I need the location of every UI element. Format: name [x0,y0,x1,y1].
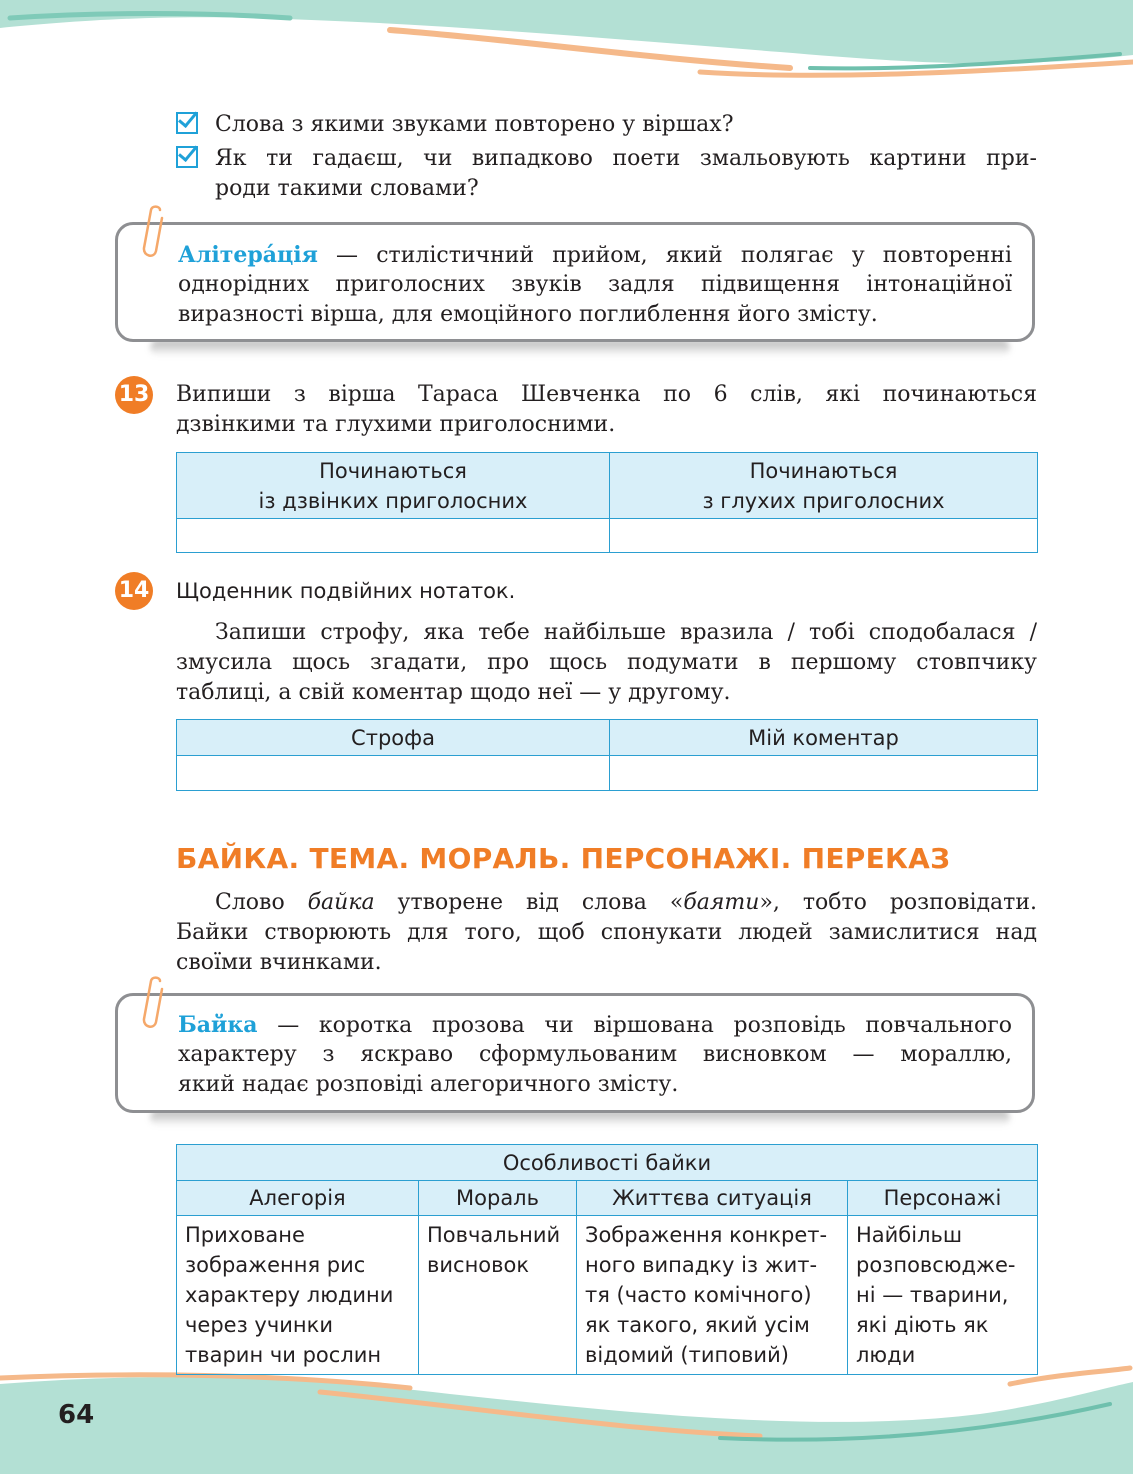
definition-shadow [150,340,1010,356]
cell-line: відомий (типовий) [585,1343,789,1367]
header-line: із дзвінких приголосних [258,488,528,513]
fable-definition-box [115,993,1035,1113]
table-header: Строфа [177,720,610,756]
task-13-line-2: дзвінкими та глухими приголосними. [176,412,616,437]
definition-line: характеру з яскраво сформульованим висновком — мораллю, [178,1042,1012,1067]
table-header: Мораль [419,1181,577,1216]
definition-line: виразності вірша, для емоційного поглиблення його змісту. [178,302,878,327]
page-number: 64 [58,1400,95,1430]
table-header [610,453,1038,519]
italic-word: байка [307,890,375,915]
cell-line: тя (часто комічного) [585,1283,812,1307]
table-title: Особливості байки [177,1145,1038,1181]
table-cell [577,1216,848,1375]
section-heading: БАЙКА. ТЕМА. МОРАЛЬ. ПЕРСОНАЖІ. ПЕРЕКАЗ [176,842,951,875]
header-line: з глухих приголосних [702,488,945,513]
cell-line: які діють як [856,1313,989,1337]
checkbox-icon [176,146,198,168]
cell-line: люди [856,1343,916,1367]
answer-cell[interactable] [610,519,1038,553]
fable-features-table [176,1144,1038,1375]
definition-text: — коротка прозова чи віршована розповідь повчального [257,1013,1012,1038]
cell-line: ного випадку із жит- [585,1253,818,1277]
cell-line: характеру людини [185,1283,394,1307]
voiced-voiceless-table [176,452,1038,553]
header-line: Починаються [319,458,467,483]
table-cell [177,1216,419,1375]
task-14-line-3: таблиці, а свій коментар щодо неї — у другому. [176,680,731,705]
table-header [177,453,610,519]
definition-term: Алітера́ція [178,242,318,268]
answer-cell[interactable] [610,756,1038,791]
cell-line: Приховане [185,1223,305,1247]
top-wave-decoration [0,0,1133,90]
task-13-line-1: Випиши з вірша Тараса Шевченка по 6 слів, які починаються [176,382,1037,407]
table-header: Алегорія [177,1181,419,1216]
text: утворене від слова « [374,890,684,915]
bottom-wave-decoration [0,1364,1133,1474]
italic-word: баяти [683,890,760,915]
intro-line-2: Байки створюють для того, щоб спонукати людей замислитися над [176,920,1037,945]
cell-line: Зображення конкрет- [585,1223,828,1247]
task-14-line-2: змусила щось згадати, про щось подумати в першому стовпчику [176,650,1037,675]
task-14-title: Щоденник подвійних нотаток. [176,579,516,603]
table-cell [419,1216,577,1375]
definition-line: однорідних приголосних звуків задля підвищення інтонаційної [178,272,1012,297]
cell-line: як такого, який усім [585,1313,810,1337]
cell-line: ні — тварини, [856,1283,1009,1307]
cell-line: висновок [427,1253,530,1277]
table-header: Життєва ситуація [577,1181,848,1216]
cell-line: Повчальний [427,1223,561,1247]
paperclip-icon [140,975,166,1035]
answer-cell[interactable] [177,756,610,791]
table-header: Мій коментар [610,720,1038,756]
definition-term: Байка [178,1012,258,1038]
definition-line: який надає розповіді алегоричного змісту. [178,1072,679,1097]
task-14-line-1: Запиши строфу, яка тебе найбільше вразила / тобі сподобалася / [215,620,1037,645]
checkbox-icon [176,112,198,134]
cell-line: через учинки [185,1313,333,1337]
definition-line [178,1010,1012,1041]
cell-line: зображення рис [185,1253,366,1277]
text: Слово [215,890,308,915]
definition-line [178,240,1012,271]
question-2-line-2: роди такими словами? [215,176,479,201]
table-cell [848,1216,1038,1375]
question-2-line-1: Як ти гадаєш, чи випадково поети змальовують картини при- [215,146,1037,171]
question-1: Слова з якими звуками повторено у віршах? [215,112,734,137]
paperclip-icon [140,204,166,264]
header-line: Починаються [749,458,898,483]
task-number-14: 14 [115,572,153,610]
intro-line-3: своїми вчинками. [176,950,382,975]
cell-line: тварин чи рослин [185,1343,382,1367]
intro-line-1 [215,888,1037,918]
answer-cell[interactable] [177,519,610,553]
text: », тобто розповідати. [759,890,1037,915]
double-notes-table [176,719,1038,791]
cell-line: Найбільш [856,1223,963,1247]
table-header: Персонажі [848,1181,1038,1216]
cell-line: розповсюдже- [856,1253,1016,1277]
alliteration-definition-box [115,222,1035,342]
task-number-13: 13 [115,376,153,414]
definition-text: — стилістичний прийом, який полягає у повторенні [317,243,1012,268]
